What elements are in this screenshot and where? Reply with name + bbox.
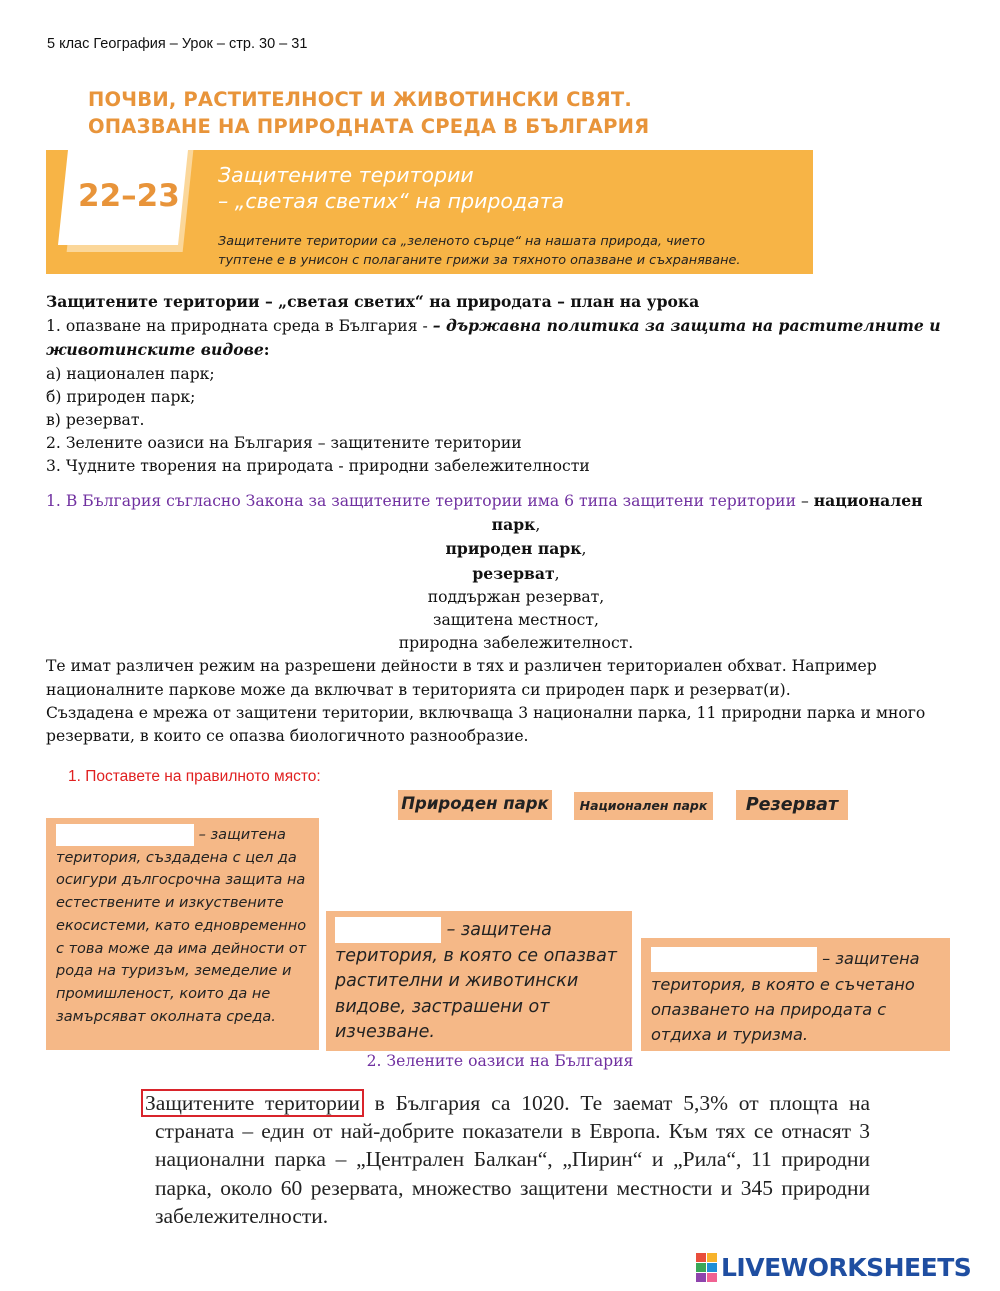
liveworksheets-logo [696,1253,971,1282]
banner-title-line2: – „светая светих“ на природата [218,189,565,213]
section-1-dash: – [795,492,814,510]
definition-card-3 [641,938,950,1051]
chip-national-park[interactable]: Национален парк [574,792,713,820]
textbook-excerpt-text: в България са 1020. Те заемат 5,3% от площта на страната – един от най-добрите показатели в Европа. Към тях се отнасят 3 национални парка – „Централен Балкан“, „Пирин“ и „Рила“, 11 природни парка, около 60 резервата, множество защитени местности и 345 природни забележителности. [155,1091,870,1228]
banner-subtitle-line1: Защитените територии са „зеленото сърце“ на нашата природа, чието [218,234,706,249]
plan-item-3: 3. Чудните творения на природата - природни забележителности [46,457,590,476]
section-1-intro-line [46,489,986,513]
textbook-excerpt [145,1089,870,1230]
definition-card-1 [46,818,319,1050]
section-2-title: 2. Зелените оазиси на България [366,1052,634,1070]
task-instruction: 1. Поставете на правилното място: [68,768,321,785]
type-line-6: природна забележителност. [398,634,634,653]
logo-text: LIVEWORKSHEETS [721,1253,972,1282]
type-line-2 [46,537,986,561]
definition-card-2 [326,911,632,1051]
banner-subtitle [218,232,798,270]
plan-item-1 [46,314,981,362]
logo-block [707,1273,717,1282]
logo-block [707,1253,717,1262]
chip-nature-park[interactable]: Природен парк [398,790,552,820]
plan-item-1-emphasis: – държавна политика за защита на растителните и животинските видове [46,316,941,360]
plan-sub-b: б) природен парк; [46,387,196,406]
logo-block [696,1253,706,1262]
banner-title-line1: Защитените територии [218,163,474,187]
type-comma-2: , [581,540,587,559]
definition-text-3: – защитена територия, в която е съчетано опазването на природата с отдиха и туризма. [651,949,920,1044]
type-comma-3: , [554,564,560,583]
plan-title: Защитените територии – „светая светих“ на природата – план на урока [46,292,700,311]
plan-sub-a: а) национален парк; [46,364,215,383]
chapter-title-line2: ОПАЗВАНЕ НА ПРИРОДНАТА СРЕДА В БЪЛГАРИЯ [88,115,650,138]
type-nature-park: природен парк [445,539,582,559]
type-reserve: резерват [472,563,555,583]
section-1-intro: 1. В България съгласно Закона за защитените територии има 6 типа защитени територии [46,492,796,510]
logo-block [696,1273,706,1282]
definition-text-2: – защитена територия, в която се опазват растителни и животински видове, застрашени от изчезване. [335,920,617,1042]
drop-slot-1[interactable] [56,824,194,846]
type-line-1: парк, [491,515,541,535]
section-1-para-2: Създадена е мрежа от защитени територии, включваща 3 национални парка, 11 природни парка и много резервати, в които се опазва биологичното разнообразие. [46,703,926,746]
type-line-4: поддържан резерват, [427,587,605,606]
section-1 [46,489,986,748]
type-line-5: защитена местност, [432,611,599,630]
logo-block [696,1263,706,1272]
drop-slot-2[interactable] [335,917,441,943]
chip-reserve[interactable]: Резерват [736,790,848,820]
plan-item-1-text: 1. опазване на природната среда в България - [46,317,433,336]
banner-title [218,162,564,214]
plan-item-1-colon: : [263,340,270,360]
section-1-para-1: Те имат различен режим на разрешени дейности в тях и различен териториален обхват. Например националните паркове може да включват в територията си природен парк и резерват(и). [46,657,877,699]
highlighted-term: Защитените територии [141,1089,364,1117]
page-header: 5 клас География – Урок – стр. 30 – 31 [47,36,308,52]
chapter-title-line1: ПОЧВИ, РАСТИТЕЛНОСТ И ЖИВОТИНСКИ СВЯТ. [88,88,633,111]
lesson-number: 22–23 [78,178,180,214]
plan-item-2: 2. Зелените оазиси на България – защитените територии [46,434,522,453]
lesson-plan [46,290,981,479]
chapter-title [88,86,649,140]
logo-block [707,1263,717,1272]
definition-text-1: – защитена територия, създадена с цел да осигури дългосрочна защита на естествените и изкуствените екосистеми, като едновременно с това може да има дейности от рода на туризъм, земеделие и промишленост, които да не замърсяват околната среда. [56,827,307,1025]
type-line-3 [46,562,986,586]
drop-slot-3[interactable] [651,947,817,972]
banner-subtitle-line2: туптене е в унисон с полаганите грижи за тяхното опазване и съхраняване. [218,253,741,268]
logo-blocks-icon [696,1253,717,1282]
type-national-park-a: национален [813,491,923,510]
plan-sub-c: в) резерват. [46,411,145,430]
